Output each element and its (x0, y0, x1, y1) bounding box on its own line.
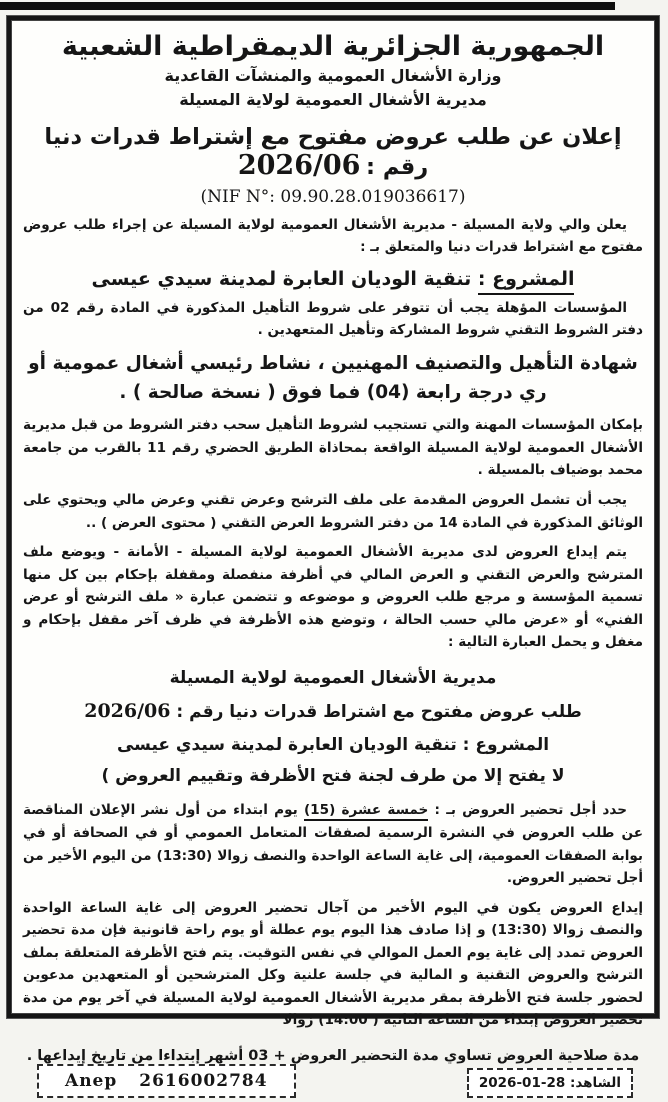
envelope-tender-number: 2026/06 (84, 700, 171, 723)
preparation-paragraph (23, 799, 643, 889)
footer-row (23, 1064, 643, 1102)
deposit-paragraph: إيداع العروض يكون في اليوم الأخير من آجال تحضير العروض إلى غاية الساعة الواحدة والنصف زوالا (13:30) و إذا صادف هذا اليوم يوم عطلة أو يوم راحة قانونية فإن مدة تحضير العروض تمدد إلى غاية يوم العمل الموالي في نفس التوقيت. يتم فتح الأظرفة المتعلقة بملف الترشح والعروض التقنية و المالية في جلسة علنية وكل المترشحين أو المتعهدين مدعوين لحضور جلسة فتح الأظرفة بمقر مديرية الأشغال العمومية لولاية المسيلة في آخر يوم من مدة تحضير العروض إبتداء من الساعة الثانية ( 14:00) زوالا (23, 899, 643, 1029)
certificate-heading: شهادة التأهيل والتصنيف المهنيين ، نشاط رئيسي أشغال عمومية أو ري درجة رابعة (04) فما فوق ( نسخة صالحة ) . (28, 353, 638, 403)
project-name: تنقية الوديان العابرة لمدينة سيدي عيسى (91, 267, 478, 290)
ministry-title: وزارة الأشغال العمومية والمنشآت القاعدية (164, 65, 502, 85)
project-label: المشروع : (478, 268, 575, 295)
preparation-before: حدد أجل تحضير العروض بـ : (428, 802, 627, 819)
project-heading (23, 268, 643, 290)
envelope-line-project: المشروع : تنقية الوديان العابرة لمدينة سيدي عيسى (116, 734, 550, 755)
nif-number: (NIF N°: 09.90.28.019036617) (200, 186, 466, 207)
envelope-line-directorate: مديرية الأشغال العمومية لولاية المسيلة (169, 667, 497, 688)
witness-date-box (467, 1068, 633, 1098)
witness-date: 2026-01-28 (478, 1075, 566, 1092)
tender-title (23, 124, 643, 181)
tender-title-text: إعلان عن طلب عروض مفتوح مع إشتراط قدرات دنيا رقم : (44, 123, 622, 180)
preparation-after: يوم ابتداء من أول نشر الإعلان المناقصة عن طلب العروض في النشرة الرسمية لصفقات المتعامل العمومي أو في الصحافة أو في بوابة الصفقات العمومية، إلى غاية الساعة الواحدة والنصف زوالا (13:30) من اليوم الأخير من أجل تحضير العروض. (23, 802, 643, 887)
tender-number: 2026/06 (237, 149, 361, 181)
envelope-line-tender: طلب عروض مفتوح مع اشتراط قدرات دنيا رقم : 2026/06 (84, 700, 582, 723)
envelope-line-warning: لا يفتح إلا من طرف لجنة فتح الأظرفة وتقييم العروض ) (101, 765, 565, 786)
document-header (23, 30, 643, 112)
directorate-title: مديرية الأشغال العمومية لولاية المسيلة (179, 89, 487, 109)
intro-paragraph: يعلن والي ولاية المسيلة - مديرية الأشغال العمومية لولاية المسيلة عن إجراء طلب عروض مفتوح مع اشتراط قدرات دنيا والمتعلق بـ : (23, 216, 643, 256)
validity-note: مدة صلاحية العروض تساوي مدة التحضير العروض + 03 أشهر إبتداءا من تاريخ إيداعها . (26, 1048, 640, 1065)
witness-label: الشاهد: (569, 1075, 621, 1092)
qualification-paragraph: المؤسسات المؤهلة يجب أن تتوفر على شروط التأهيل المذكورة في المادة رقم 02 من دفتر الشروط التقني شروط المشاركة وتأهيل المتعهدين . (23, 299, 643, 339)
anep-number: 2616002784 (139, 1071, 268, 1092)
announcement-frame (7, 16, 659, 1092)
top-scan-rule (0, 2, 615, 10)
preparation-duration: خمسة عشرة (15) (304, 802, 428, 821)
republic-title: الجمهورية الجزائرية الديمقراطية الشعبية (61, 31, 605, 62)
anep-label: Anep (65, 1071, 118, 1092)
anep-reference-box (37, 1064, 296, 1098)
offers-content-paragraph: يجب أن تشمل العروض المقدمة على ملف الترشح وعرض تقني وعرض مالي ويحتوي على الوثائق المذكورة في المادة 14 من دفتر الشروط العرض التقني ( محتوى العرض ) .. (23, 492, 643, 531)
submission-paragraph: يتم إيداع العروض لدى مديرية الأشغال العمومية لولاية المسيلة - الأمانة - ويوضع ملف المترشح والعرض التقني و العرض المالي في أظرفة منفصلة ومقفلة بإحكام بين كل منها تسمية المؤسسة و مرجع طلب العروض و موضوعه و تتضمن عبارة « ملف الترشح أو عرض الفني» أو «عرض مالي حسب الحالة ، وتوضع هذه الأظرفة في ظرف آخر مقفل بإحكام و مغفل و يحمل العبارة التالية : (23, 544, 643, 651)
withdrawal-paragraph: بإمكان المؤسسات المهنة والتي تستجيب لشروط التأهيل سحب دفتر الشروط من قبل مديرية الأشغال العمومية لولاية المسيلة الواقعة بمحاذاة الطريق الحضري رقم 11 بالقرب من جامعة محمد بوضياف بالمسيلة . (23, 417, 643, 479)
envelope-inscription-block (23, 663, 643, 792)
